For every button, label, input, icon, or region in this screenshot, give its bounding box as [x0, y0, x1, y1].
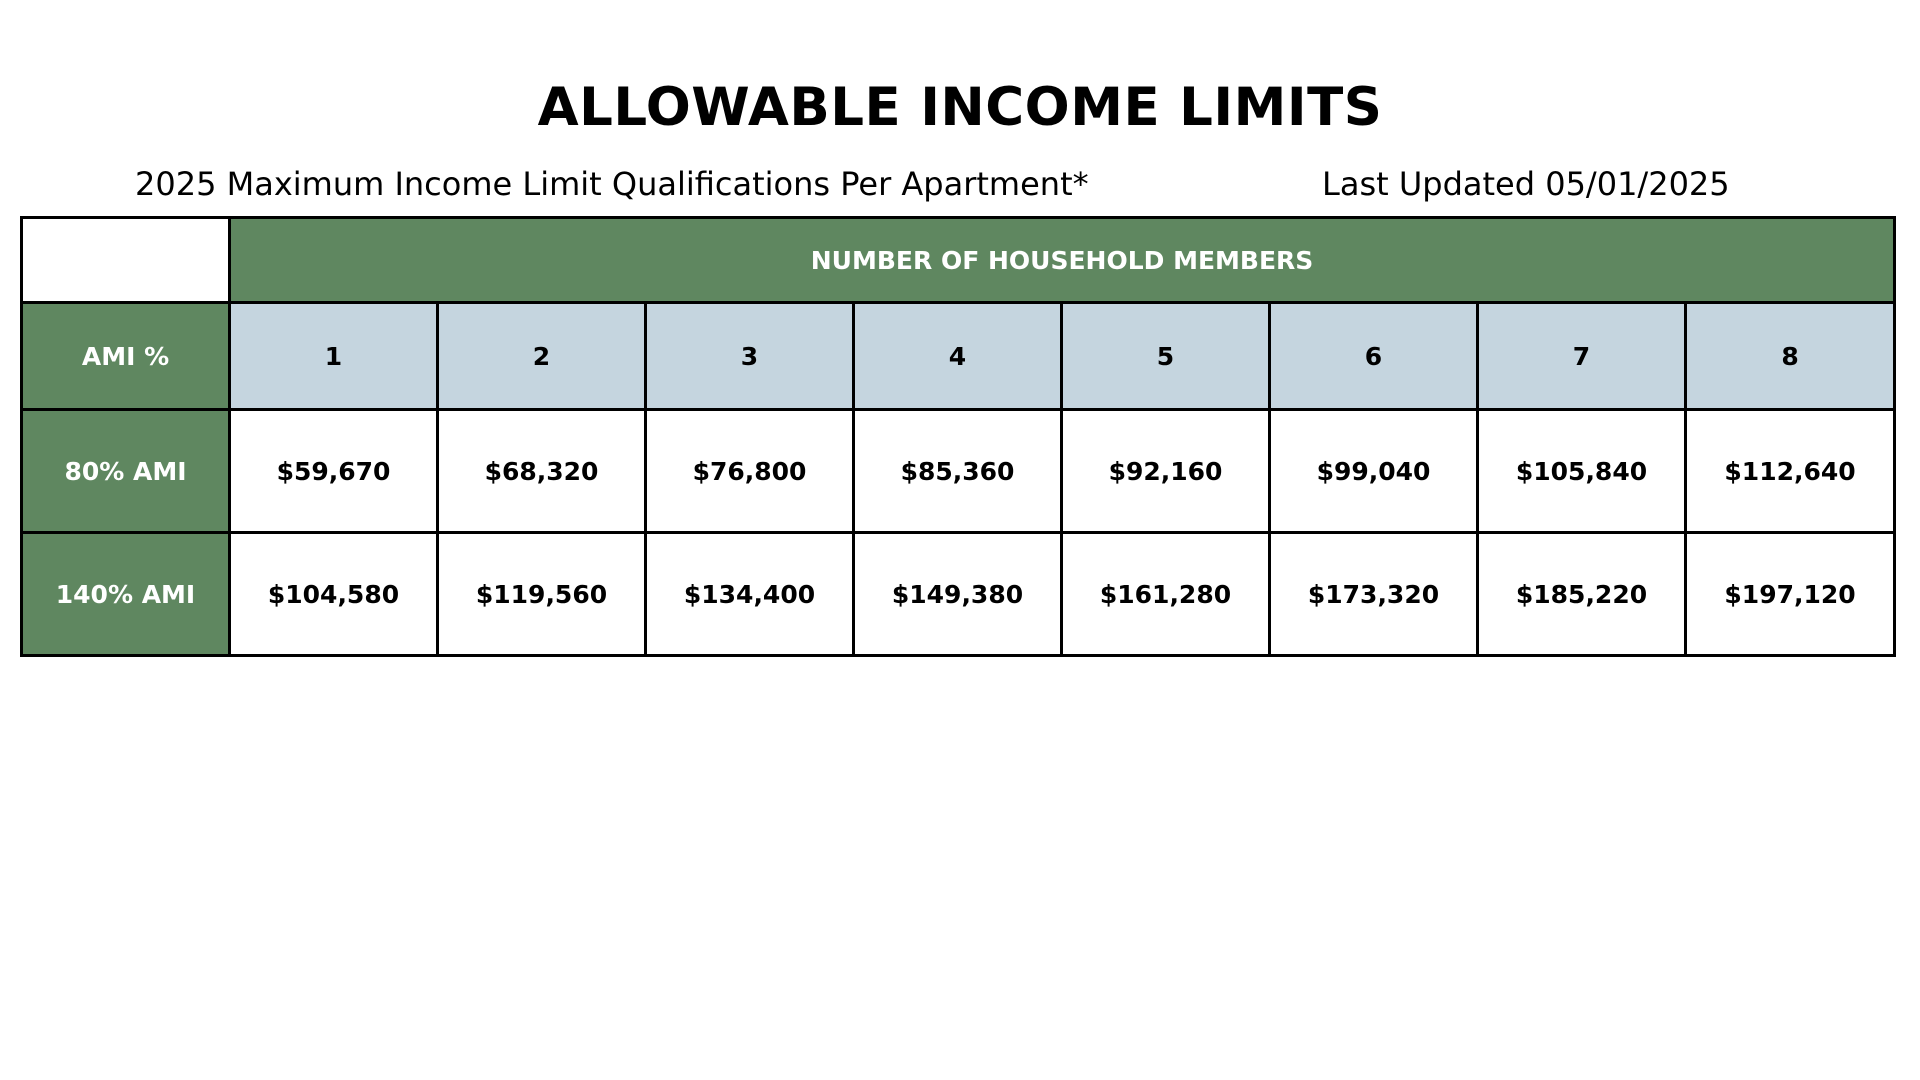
column-header: 3	[646, 303, 854, 410]
table-cell: $105,840	[1478, 410, 1686, 533]
blank-corner-cell	[22, 218, 230, 303]
table-cell: $161,280	[1062, 533, 1270, 656]
last-updated: Last Updated 05/01/2025	[1322, 165, 1730, 203]
page-title: ALLOWABLE INCOME LIMITS	[537, 77, 1383, 138]
table-cell: $134,400	[646, 533, 854, 656]
table-cell: $149,380	[854, 533, 1062, 656]
income-limits-table	[20, 216, 1896, 657]
column-header: 2	[438, 303, 646, 410]
table-cell: $59,670	[230, 410, 438, 533]
table-group-header-row	[22, 218, 1895, 303]
table-column-header-row	[22, 303, 1895, 410]
table-cell: $119,560	[438, 533, 646, 656]
column-header: 7	[1478, 303, 1686, 410]
column-header: 5	[1062, 303, 1270, 410]
table-cell: $76,800	[646, 410, 854, 533]
row-label: 80% AMI	[22, 410, 230, 533]
table-cell: $92,160	[1062, 410, 1270, 533]
column-header: 8	[1686, 303, 1895, 410]
column-header: 1	[230, 303, 438, 410]
table-cell: $173,320	[1270, 533, 1478, 656]
household-members-header: NUMBER OF HOUSEHOLD MEMBERS	[230, 218, 1895, 303]
table-cell: $185,220	[1478, 533, 1686, 656]
table-row	[22, 410, 1895, 533]
table-cell: $104,580	[230, 533, 438, 656]
column-header: 4	[854, 303, 1062, 410]
table-row	[22, 533, 1895, 656]
row-label: 140% AMI	[22, 533, 230, 656]
table-cell: $197,120	[1686, 533, 1895, 656]
table-cell: $99,040	[1270, 410, 1478, 533]
ami-percent-header: AMI %	[22, 303, 230, 410]
column-header: 6	[1270, 303, 1478, 410]
subtitle: 2025 Maximum Income Limit Qualifications Per Apartment*	[135, 165, 1089, 203]
table-cell: $112,640	[1686, 410, 1895, 533]
table-cell: $85,360	[854, 410, 1062, 533]
table-cell: $68,320	[438, 410, 646, 533]
